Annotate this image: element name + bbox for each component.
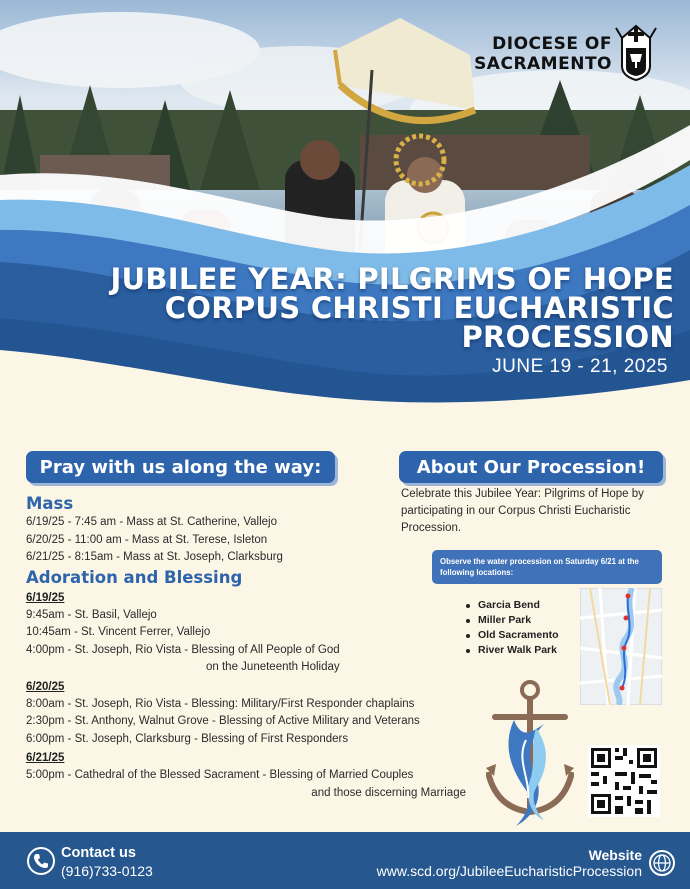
title-line-2: CORPUS CHRISTI EUCHARISTIC: [164, 291, 674, 325]
logo-line2: SACRAMENTO: [474, 54, 612, 74]
website-link[interactable]: www.scd.org/JubileeEucharisticProcession: [376, 863, 642, 879]
contact-phone[interactable]: (916)733-0123: [61, 863, 153, 879]
website-label: Website: [588, 847, 642, 863]
schedule-item: 9:45am - St. Basil, Vallejo: [26, 608, 157, 621]
title-line-3: PROCESSION: [461, 320, 674, 354]
location-item: Garcia Bend: [466, 598, 559, 613]
diocese-crest-icon: [614, 24, 658, 82]
mass-item: 6/20/25 - 11:00 am - Mass at St. Terese, Isleton: [26, 533, 268, 546]
location-item: River Walk Park: [466, 643, 559, 658]
schedule-item: 8:00am - St. Joseph, Rio Vista - Blessing: Military/First Responder chaplains: [26, 697, 415, 710]
phone-icon: [26, 846, 56, 876]
schedule-item: 10:45am - St. Vincent Ferrer, Vallejo: [26, 626, 211, 638]
about-heading: About Our Procession!: [399, 451, 663, 483]
hero-banner: [0, 0, 690, 430]
mass-item: 6/19/25 - 7:45 am - Mass at St. Catherine, Vallejo: [26, 516, 277, 528]
logo-line1: DIOCESE OF: [492, 34, 612, 54]
location-item: Miller Park: [466, 613, 559, 628]
map-icon: [580, 588, 662, 705]
schedule-column: [26, 494, 476, 802]
schedule-item: 5:00pm - Cathedral of the Blessed Sacrament - Blessing of Married Couples: [26, 769, 414, 781]
schedule-item: 6:00pm - St. Joseph, Clarksburg - Blessing of First Responders: [26, 732, 349, 745]
schedule-item: 4:00pm - St. Joseph, Rio Vista - Blessing of All People of God: [26, 643, 340, 656]
event-dates: JUNE 19 - 21, 2025: [492, 356, 668, 377]
day-date: 6/21/25: [26, 752, 65, 764]
schedule-item-continued: on the Juneteenth Holiday: [206, 661, 340, 673]
about-description: Celebrate this Jubilee Year: Pilgrims of Hope by participating in our Corpus Christi Eucharistic Procession.: [401, 488, 644, 534]
day-date: 6/19/25: [26, 591, 65, 604]
location-item: Old Sacramento: [466, 628, 559, 643]
contact-label: Contact us: [61, 845, 136, 861]
pray-heading: Pray with us along the way:: [26, 451, 335, 483]
qr-code-icon[interactable]: [588, 745, 660, 817]
schedule-item: 2:30pm - St. Anthony, Walnut Grove - Blessing of Active Military and Veterans: [26, 715, 420, 727]
location-list: [466, 598, 559, 658]
mass-heading: Mass: [26, 494, 74, 513]
adoration-heading: Adoration and Blessing: [26, 567, 243, 587]
water-procession-note: Observe the water procession on Saturday 6/21 at the following locations:: [432, 550, 662, 584]
schedule-item-continued: and those discerning Marriage: [311, 786, 466, 799]
diocese-logo: [462, 24, 662, 80]
anchor-logo-icon: [486, 680, 574, 830]
day-date: 6/20/25: [26, 680, 65, 693]
footer: [0, 832, 690, 889]
mass-item: 6/21/25 - 8:15am - Mass at St. Joseph, Clarksburg: [26, 551, 283, 563]
globe-icon: [648, 849, 676, 877]
title-line-1: JUBILEE YEAR: PILGRIMS OF HOPE: [110, 262, 674, 296]
